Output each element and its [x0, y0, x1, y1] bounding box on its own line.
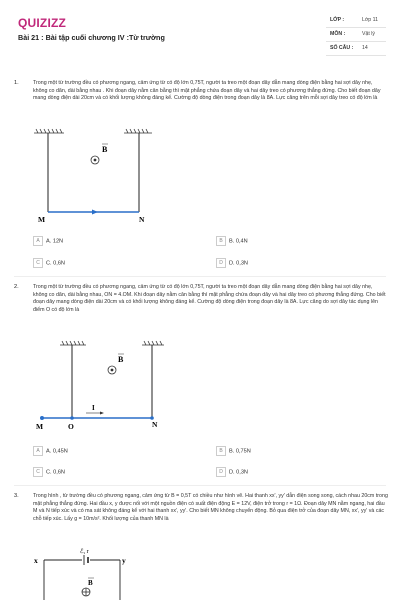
option-b[interactable] [216, 236, 248, 246]
question-text: Trong một từ trường đều có phương ngang, cảm ứng từ có độ lớn 0,75T, người ta treo một đoạn dây dẫn mang dòng điện bằng hai sợi dây nhẹ, không co dãn, dài bằng nhau . Khi đoạn dây nằm cân bằng thì mặt phẳng chứa đoạn dây và hai dây treo có phương thẳng đứng. Cho biết đoạn dây mang dòng điện dài 20cm và có khối lượng không đáng kể. Cường độ dòng điện trong đoạn dây là 8A. Lực căng trên mỗi sợi dây treo có độ lớn là [33, 80, 381, 101]
option-text: A. 12N [46, 238, 64, 245]
label-o: O [68, 422, 74, 431]
ceiling-right [142, 341, 164, 345]
option-text: D. 0,3N [229, 260, 248, 267]
question-number: 3. [14, 493, 19, 499]
meta-key: SỐ CÂU : [330, 45, 354, 51]
source-label: ℰ, r [80, 549, 89, 555]
option-c[interactable] [33, 467, 65, 477]
quizizz-logo: QUIZIZZ [18, 16, 67, 30]
option-text: C. 0,6N [46, 260, 65, 267]
option-letter: D [216, 258, 226, 268]
question-3-figure [30, 546, 140, 600]
label-x: x [34, 556, 38, 565]
meta-table [326, 14, 386, 56]
option-letter: B [216, 446, 226, 456]
field-in-symbol [82, 588, 90, 596]
point-o [70, 416, 74, 420]
option-letter: A [33, 446, 43, 456]
question-divider [14, 276, 386, 277]
worksheet-header [0, 0, 400, 62]
label-n: N [152, 420, 158, 429]
current-arrow [100, 412, 104, 415]
meta-value: Lớp 11 [362, 17, 378, 23]
meta-key: MÔN : [330, 31, 346, 37]
meta-key: LỚP : [330, 17, 345, 23]
ceiling-left [34, 129, 64, 133]
option-text: B. 0,4N [229, 238, 248, 245]
question-2-figure [30, 338, 200, 434]
label-y: y [122, 556, 126, 565]
option-d[interactable] [216, 467, 248, 477]
b-label: B [102, 145, 108, 154]
option-letter: C [33, 258, 43, 268]
option-letter: B [216, 236, 226, 246]
label-n: N [139, 215, 145, 224]
question-number: 2. [14, 284, 19, 290]
b-label: B [88, 579, 93, 587]
current-arrow [92, 210, 98, 215]
option-text: A. 0,45N [46, 448, 68, 455]
option-text: B. 0,75N [229, 448, 251, 455]
question-text: Trong hình , từ trường đều có phương ngang, cảm ứng từ B = 0,5T có chiều như hình vẽ. Hai thanh xx', yy' dẫn điện song song, cách nhau 20cm trong mặt phẳng thẳng đứng. Hai đầu x, y được nối với một nguồn điện có suất điện động E = 12V, điện trở trong r = 1Ω. Đoạn dây MN nằm ngang, hai đầu M và N tiếp xúc và có ma sát không đáng kể với hai thanh xx', yy'. Cho biết MN không chuyển động. Bỏ qua điện trở của đoạn dây MN, xx', yy' và các chỗ tiếp xúc. Lấy g = 10m/s². Khối lượng của thanh MN là [33, 493, 388, 522]
meta-row-subject [326, 28, 386, 42]
meta-value: Vật lý [362, 31, 375, 37]
option-letter: A [33, 236, 43, 246]
meta-row-count [326, 42, 386, 56]
question-divider [14, 485, 386, 486]
meta-row-class [326, 14, 386, 28]
label-m: M [36, 422, 44, 431]
worksheet-title: Bài 21 : Bài tập cuối chương IV :Từ trường [18, 33, 165, 42]
ceiling-right [124, 129, 152, 133]
question-1-figure [28, 126, 198, 226]
ceiling-left [60, 341, 86, 345]
current-label: I [92, 404, 95, 412]
question-text: Trong một từ trường đều có phương ngang, cảm ứng từ có độ lớn 0,75T, người ta treo một đoạn dây dẫn mang dòng điện bằng hai sợi dây nhẹ, không co dãn, dài bằng nhau, ON = 4.OM. Khi đoạn dây nằm cân bằng thì mặt phẳng chứa đoạn dây và hai dây treo có phương thẳng đứng. Cho biết đoạn dây mang dòng điện dài 20cm và có khối lượng không đáng kể. Cường độ dòng điện trong đoạn dây là 8A. Lực căng do sợi dây tác dụng lên điểm O có độ lớn là [33, 284, 386, 313]
option-c[interactable] [33, 258, 65, 268]
option-d[interactable] [216, 258, 248, 268]
option-b[interactable] [216, 446, 251, 456]
option-a[interactable] [33, 446, 68, 456]
label-m: M [38, 215, 46, 224]
option-a[interactable] [33, 236, 63, 246]
question-number: 1. [14, 80, 19, 86]
option-letter: D [216, 467, 226, 477]
field-out-symbol [91, 156, 99, 164]
option-text: D. 0,3N [229, 469, 248, 476]
option-letter: C [33, 467, 43, 477]
option-text: C. 0,6N [46, 469, 65, 476]
b-label: B [118, 355, 124, 364]
field-out-symbol [108, 366, 116, 374]
point-m [40, 416, 44, 420]
meta-value: 14 [362, 45, 368, 51]
